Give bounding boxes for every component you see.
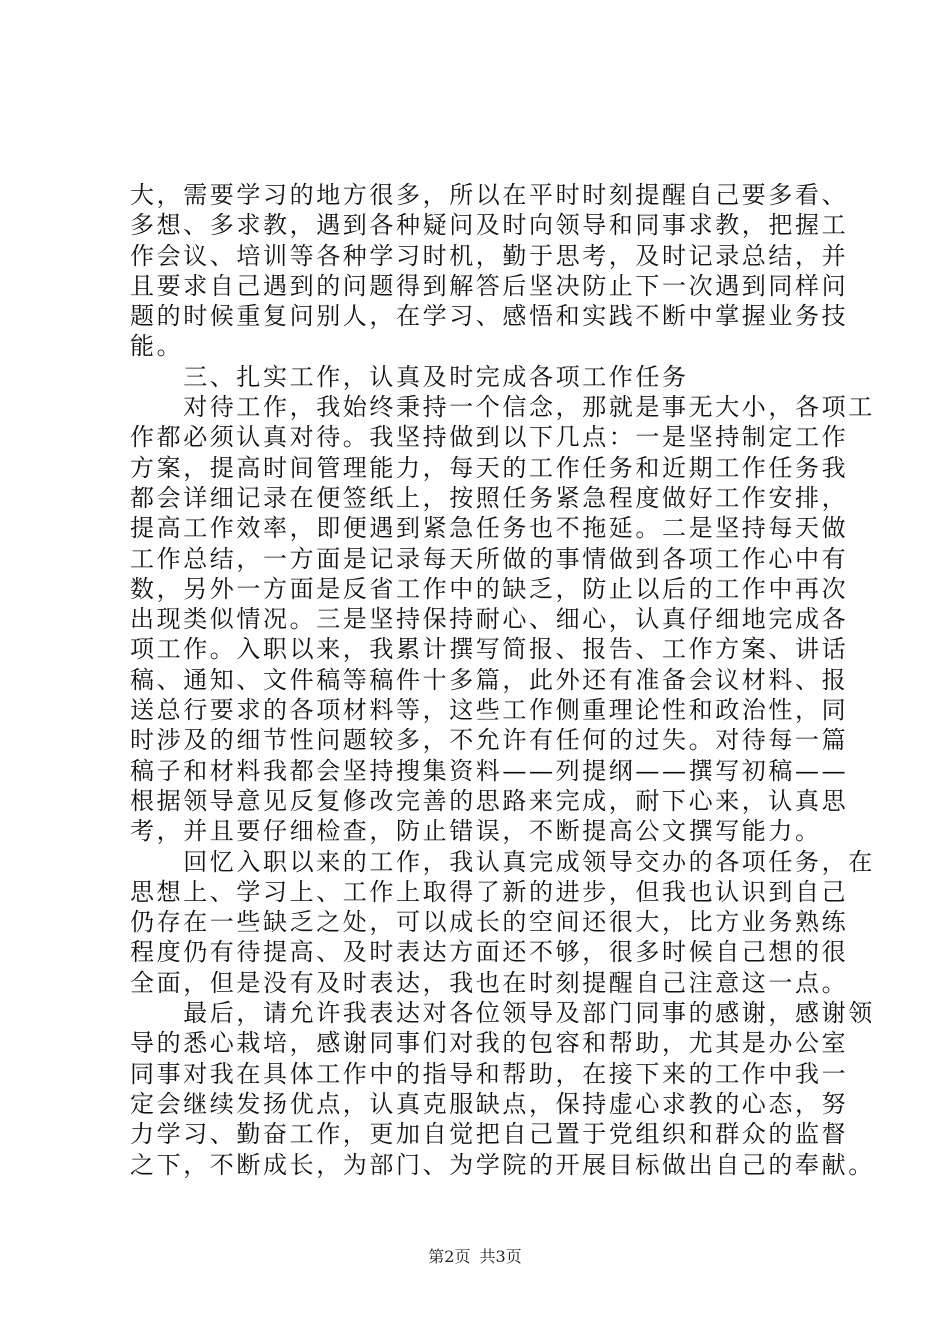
text-line: 根据领导意见反复修改完善的思路来完成，耐下心来，认真思 [130,786,849,815]
text-line: 能。 [130,332,184,361]
text-line: 多想、多求教，遇到各种疑问及时向领导和同事求教，把握工 [130,211,849,240]
text-line: 全面，但是没有及时表达，我也在时刻提醒自己注意这一点。 [130,968,849,997]
text-line: 出现类似情况。三是坚持保持耐心、细心，认真仔细地完成各 [130,605,849,634]
text-line: 思想上、学习上、工作上取得了新的进步，但我也认识到自己 [130,877,849,906]
text-line: 三、扎实工作，认真及时完成各项工作任务 [130,362,689,391]
text-line: 大，需要学习的地方很多，所以在平时时刻提醒自己要多看、 [130,181,849,209]
text-line: 力学习、勤奋工作，更加自觉把自己置于党组织和群众的监督 [130,1120,849,1149]
text-line: 项工作。入职以来，我累计撰写简报、报告、工作方案、讲话 [130,635,849,664]
text-line: 程度仍有待提高、及时表达方面还不够，很多时候自己想的很 [130,938,849,967]
page-footer [0,1244,950,1267]
text-line: 方案，提高时间管理能力，每天的工作任务和近期工作任务我 [130,453,849,482]
text-line: 题的时候重复问别人，在学习、感悟和实践不断中掌握业务技 [130,302,849,331]
text-line: 同事对我在具体工作中的指导和帮助，在接下来的工作中我一 [130,1059,849,1088]
text-line: 稿、通知、文件稿等稿件十多篇，此外还有准备会议材料、报 [130,665,849,694]
text-line: 作都必须认真对待。我坚持做到以下几点：一是坚持制定工作 [130,423,849,452]
text-line: 时涉及的细节性问题较多，不允许有任何的过失。对待每一篇 [130,726,849,755]
text-line: 送总行要求的各项材料等，这些工作侧重理论性和政治性，同 [130,696,849,725]
text-line: 之下，不断成长，为部门、为学院的开展目标做出自己的奉献。 [130,1150,875,1179]
text-line: 都会详细记录在便签纸上，按照任务紧急程度做好工作安排， [130,483,849,512]
text-line: 回忆入职以来的工作，我认真完成领导交办的各项任务，在 [130,847,875,876]
text-line: 工作总结，一方面是记录每天所做的事情做到各项工作心中有 [130,544,849,573]
document-body [130,180,890,1180]
page-number: 第2页 [428,1247,471,1266]
page-total: 共3页 [479,1247,522,1266]
text-line: 稿子和材料我都会坚持搜集资料——列提纲——撰写初稿—— [130,756,849,785]
text-line: 考，并且要仔细检查，防止错误，不断提高公文撰写能力。 [130,817,822,846]
text-line: 最后，请允许我表达对各位领导及部门同事的感谢，感谢领 [130,999,875,1028]
text-line: 对待工作，我始终秉持一个信念，那就是事无大小，各项工 [130,393,875,422]
text-line: 仍存在一些缺乏之处，可以成长的空间还很大，比方业务熟练 [130,908,849,937]
text-line: 定会继续发扬优点，认真克服缺点，保持虚心求教的心态，努 [130,1089,849,1118]
text-line: 作会议、培训等各种学习时机，勤于思考，及时记录总结，并 [130,241,849,270]
text-line: 且要求自己遇到的问题得到解答后坚决防止下一次遇到同样问 [130,271,849,300]
text-line: 数，另外一方面是反省工作中的缺乏，防止以后的工作中再次 [130,574,849,603]
text-line: 提高工作效率，即便遇到紧急任务也不拖延。二是坚持每天做 [130,514,849,543]
text-line: 导的悉心栽培，感谢同事们对我的包容和帮助，尤其是办公室 [130,1029,849,1058]
